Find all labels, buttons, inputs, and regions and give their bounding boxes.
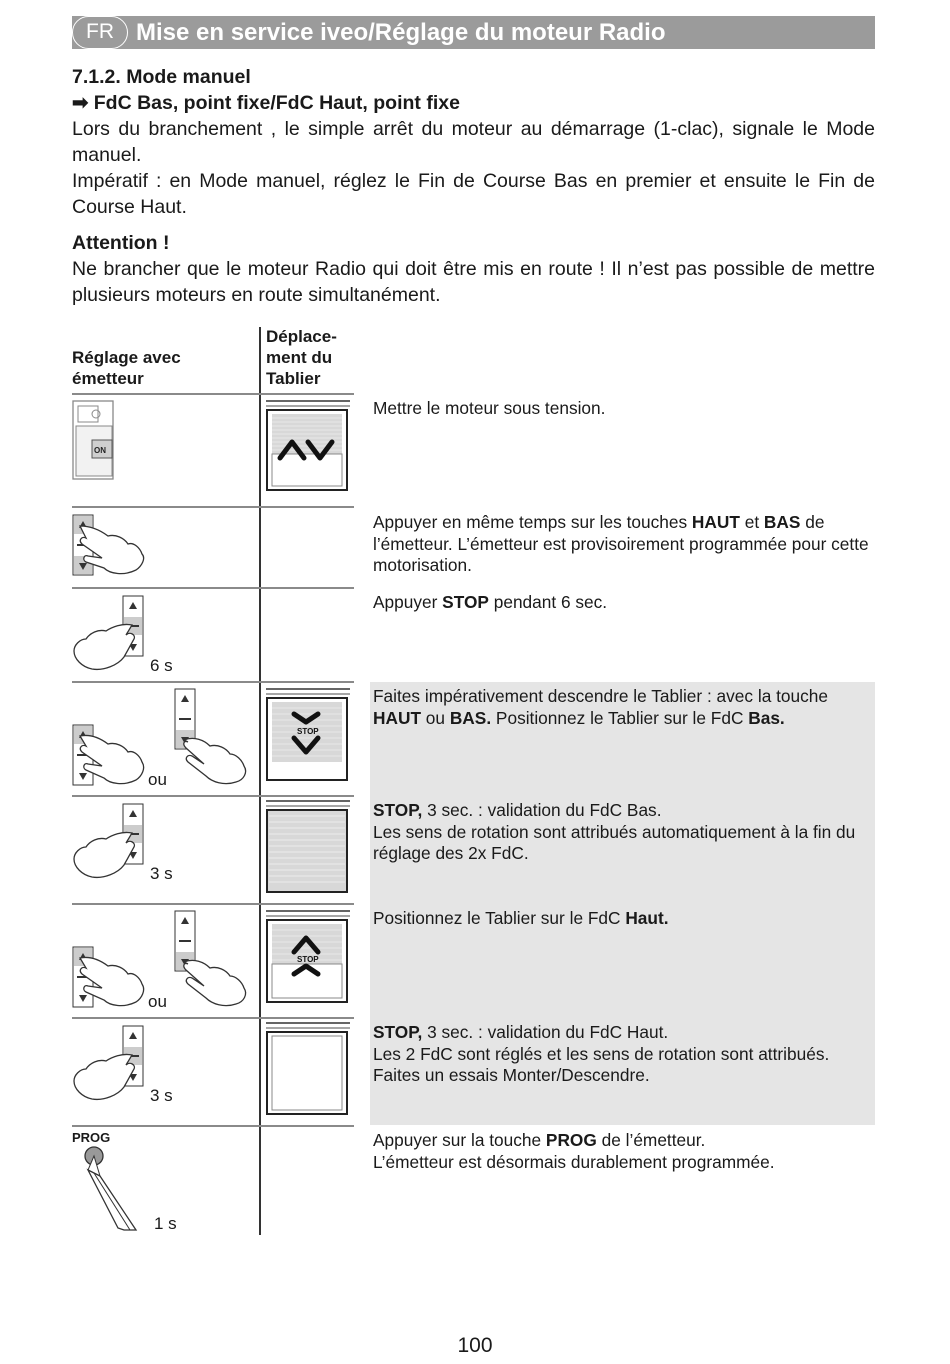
row-divider xyxy=(72,506,354,508)
shutter-open-icon xyxy=(266,1022,350,1117)
step-text-run: ou xyxy=(421,707,450,728)
step-text-run: Les 2 FdC sont réglés et les sens de rotation sont attribués. Faites un essais Monter/Descendre. xyxy=(373,1043,830,1085)
step-text-bold: PROG xyxy=(545,1130,597,1150)
attention-text: Ne brancher que le moteur Radio qui doit être mis en route ! Il n’est pas possible de mettre plusieurs moteurs en route simultanément. xyxy=(72,258,875,306)
section-title: 7.1.2. Mode manuel xyxy=(72,66,251,88)
shutter-up-down-icon xyxy=(266,400,350,492)
column-header-apron-line: ment du xyxy=(266,348,333,367)
pencil-prog-icon xyxy=(78,1146,148,1236)
step-text-bold: Bas. xyxy=(748,707,785,728)
prog-label: PROG xyxy=(72,1130,111,1145)
shutter-up-icon xyxy=(266,910,350,1005)
step-text-5 xyxy=(373,800,875,865)
column-header-apron-line: Déplace- xyxy=(266,327,337,346)
intro-paragraph-2: Impératif : en Mode manuel, réglez le Fin de Course Bas en premier et ensuite le Fin de Course Haut. xyxy=(72,170,875,218)
step-text-4 xyxy=(373,686,875,729)
column-header-apron-line: Tablier xyxy=(266,369,321,388)
or-label: ou xyxy=(148,770,167,789)
remote-hand-down-icon xyxy=(174,910,254,1010)
duration-label: 1 s xyxy=(154,1214,177,1233)
step-text-7 xyxy=(373,1022,875,1087)
shutter-stop-label: STOP xyxy=(297,727,319,736)
remote-hand-stop-icon xyxy=(72,803,152,869)
step-text-8 xyxy=(373,1130,875,1173)
language-badge: FR xyxy=(72,16,128,49)
shutter-stop-label: STOP xyxy=(297,955,319,964)
step-text-bold: STOP, xyxy=(373,800,423,820)
step-text-run: Les sens de rotation sont attribués automatiquement à la fin du réglage des 2x FdC. xyxy=(373,821,856,863)
step-text-3 xyxy=(373,592,875,614)
step-text-bold: STOP, xyxy=(373,1022,423,1042)
column-header-transmitter xyxy=(72,347,181,389)
step-text-run: Faites impérativement descendre le Tablier : avec la touche xyxy=(373,686,828,706)
step-text-bold: STOP xyxy=(442,592,489,612)
remote-hand-stop-icon xyxy=(72,595,152,661)
step-text-run: L’émetteur est désormais durablement programmée. xyxy=(373,1151,775,1172)
step-text-run: Positionnez le Tablier sur le FdC xyxy=(373,908,626,928)
column-header-transmitter-line: émetteur xyxy=(72,369,144,388)
row-divider xyxy=(72,1125,354,1127)
step-text-run: Appuyer en même temps sur les touches xyxy=(373,512,692,532)
step-text-bold: HAUT xyxy=(691,512,740,532)
duration-label: 6 s xyxy=(150,656,173,675)
step-text-run: de l’émetteur. L’émetteur est provisoirement programmée pour cette motorisation. xyxy=(373,512,869,575)
step-text-bold: Haut. xyxy=(625,908,669,928)
column-header-apron xyxy=(266,326,337,389)
step-text-bold: BAS xyxy=(763,512,801,532)
section-subtitle: ➡ FdC Bas, point fixe/FdC Haut, point fixe xyxy=(72,92,460,114)
step-text-bold: HAUT xyxy=(373,707,421,728)
step-text-bold: BAS. xyxy=(449,707,492,728)
step-text-1 xyxy=(373,398,875,420)
intro-paragraph-1: Lors du branchement , le simple arrêt du moteur au démarrage (1-clac), signale le Mode manuel. xyxy=(72,118,875,166)
shutter-down-icon xyxy=(266,688,350,783)
step-text-run: et xyxy=(739,512,764,532)
remote-hand-up-icon xyxy=(72,724,152,790)
duration-label: 3 s xyxy=(150,864,173,883)
page-header-bar xyxy=(72,16,875,49)
step-text-2 xyxy=(373,512,875,577)
step-text-6 xyxy=(373,908,875,930)
power-switch-on-label: ON xyxy=(94,446,106,455)
step-text-run: Appuyer sur la touche xyxy=(373,1130,546,1150)
row-divider xyxy=(72,903,354,905)
row-divider xyxy=(72,393,354,395)
step-text-run: Appuyer xyxy=(373,592,443,612)
step-text-run: pendant 6 sec. xyxy=(488,592,608,612)
page-number: 100 xyxy=(457,1334,493,1357)
column-divider xyxy=(259,327,261,1235)
duration-label: 3 s xyxy=(150,1086,173,1105)
row-divider xyxy=(72,795,354,797)
step-text-run: Positionnez le Tablier sur le FdC xyxy=(491,707,749,728)
page-header-title: Mise en service iveo/Réglage du moteur Radio xyxy=(136,19,666,46)
step-text-run: 3 sec. : validation du FdC Bas. xyxy=(422,800,662,820)
row-divider xyxy=(72,587,354,589)
remote-hand-stop-icon xyxy=(72,1025,152,1091)
step-text-run: Mettre le moteur sous tension. xyxy=(373,398,606,418)
remote-hand-both-buttons-icon xyxy=(72,514,152,580)
or-label: ou xyxy=(148,992,167,1011)
column-header-transmitter-line: Réglage avec xyxy=(72,348,181,367)
shutter-closed-icon xyxy=(266,800,350,895)
remote-hand-down-icon xyxy=(174,688,254,788)
row-divider xyxy=(72,681,354,683)
step-text-run: 3 sec. : validation du FdC Haut. xyxy=(422,1022,669,1042)
attention-title: Attention ! xyxy=(72,232,170,254)
step-text-run: de l’émetteur. xyxy=(596,1130,706,1150)
power-switch-icon xyxy=(72,400,117,482)
row-divider xyxy=(72,1017,354,1019)
remote-hand-up-icon xyxy=(72,946,152,1012)
